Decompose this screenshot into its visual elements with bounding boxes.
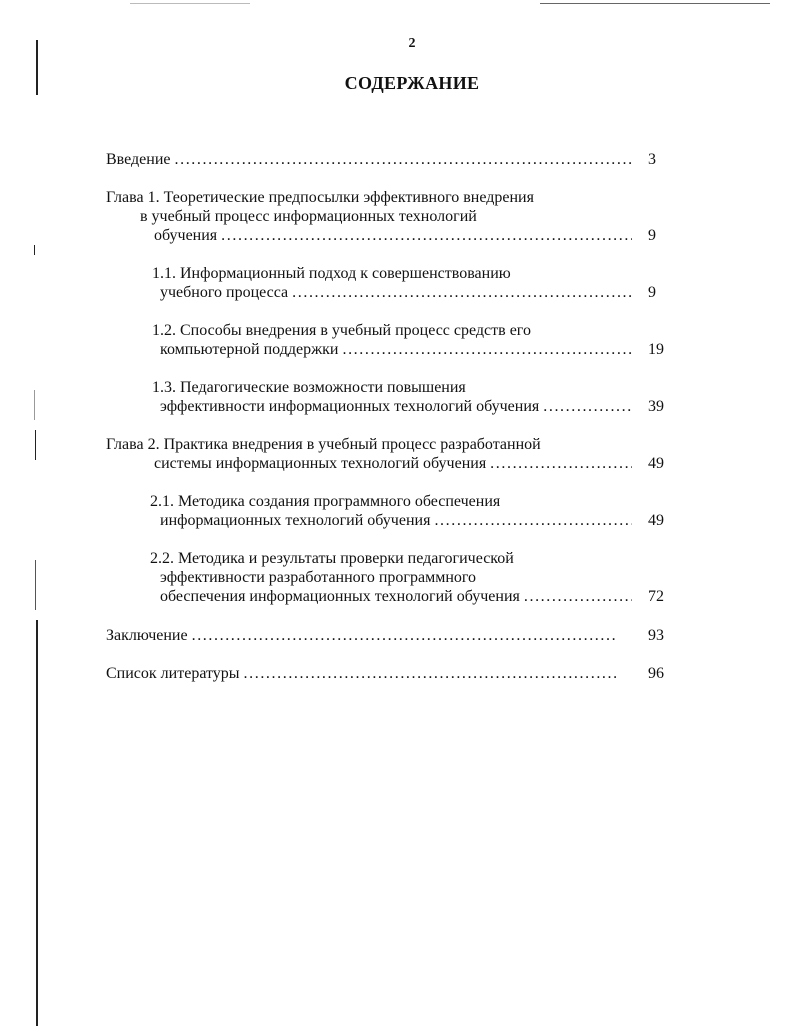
toc-entry-text: Введение — [106, 151, 171, 168]
dot-leader — [221, 226, 632, 245]
toc-page-number: 49 — [648, 455, 664, 472]
toc-page-number: 93 — [648, 627, 664, 644]
toc-entry-text: Глава 1. Теоретические предпосылки эффективного внедрения — [106, 189, 534, 206]
toc-entry-text: 1.1. Информационный подход к совершенствованию — [152, 265, 511, 282]
dot-leader — [175, 150, 633, 169]
toc-entry-text: 1.2. Способы внедрения в учебный процесс средств его — [152, 322, 531, 339]
dot-leader — [192, 626, 616, 645]
toc-entry-text: Глава 2. Практика внедрения в учебный процесс разработанной — [106, 436, 541, 453]
toc-entry-section-1-2[interactable] — [152, 321, 636, 359]
toc-entry-section-2-2[interactable] — [150, 549, 636, 606]
page-title: СОДЕРЖАНИЕ — [344, 73, 480, 93]
toc-entry-text: Список литературы — [106, 665, 240, 682]
toc-entry-text: системы информационных технологий обучения — [154, 455, 487, 472]
dot-leader — [292, 283, 632, 302]
toc-page-number: 9 — [648, 227, 656, 244]
toc-entry-section-1-3[interactable] — [152, 378, 636, 416]
toc-entry-intro[interactable] — [106, 150, 636, 169]
toc-entry-text: в учебный процесс информационных технологий — [140, 208, 477, 225]
toc-entry-text: 2.2. Методика и результаты проверки педагогической — [150, 550, 514, 567]
toc-entry-conclusion[interactable] — [106, 626, 620, 645]
toc-entry-text: эффективности информационных технологий обучения — [160, 398, 540, 415]
toc-entry-text: эффективности разработанного программного — [160, 569, 477, 586]
toc-entry-text: информационных технологий обучения — [160, 512, 431, 529]
toc-entry-references[interactable] — [106, 664, 620, 683]
toc-page-number: 72 — [648, 588, 664, 605]
toc-entry-text: 1.3. Педагогические возможности повышения — [152, 379, 466, 396]
toc-page-number: 19 — [648, 341, 664, 358]
dot-leader — [342, 340, 632, 359]
toc-entry-chapter-2[interactable] — [106, 435, 636, 473]
toc-entry-text: компьютерной поддержки — [160, 341, 339, 358]
toc-page-number: 39 — [648, 398, 664, 415]
dot-leader — [524, 587, 632, 606]
page-number: 2 — [408, 36, 416, 51]
toc-entry-text: 2.1. Методика создания программного обеспечения — [150, 493, 501, 510]
dot-leader — [490, 454, 632, 473]
toc-page-number: 96 — [648, 665, 664, 682]
dot-leader — [543, 397, 632, 416]
toc-entry-text: учебного процесса — [160, 284, 289, 301]
toc-entry-text: обеспечения информационных технологий обучения — [160, 588, 520, 605]
toc-page-number: 3 — [648, 151, 656, 168]
toc-page-number: 9 — [648, 284, 656, 301]
dot-leader — [244, 664, 616, 683]
dot-leader — [434, 511, 632, 530]
toc-entry-chapter-1[interactable] — [106, 188, 636, 245]
toc-page-number: 49 — [648, 512, 664, 529]
toc-entry-text: обучения — [154, 227, 218, 244]
toc-entry-section-1-1[interactable] — [152, 264, 636, 302]
toc-entry-section-2-1[interactable] — [150, 492, 636, 530]
toc-entry-text: Заключение — [106, 627, 188, 644]
